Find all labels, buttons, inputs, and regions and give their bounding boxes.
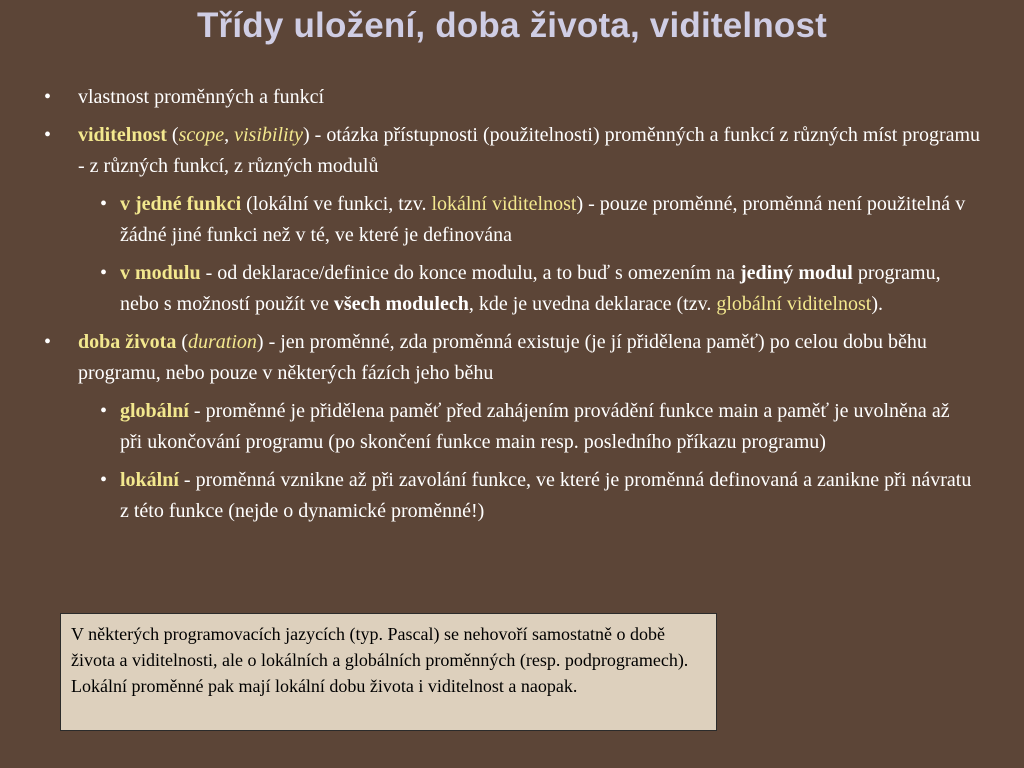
item-text: - proměnné je přidělena paměť před zahájením provádění funkce main a paměť je uvolněna až při ukončování programu (po skončení funkce main resp. posledního příkazu programu) [120,400,950,453]
item-text: vlastnost proměnných a funkcí [78,86,325,108]
term-duration: doba života [78,331,177,353]
item-text: ) - otázka přístupnosti (použitelnosti) proměnných a funkcí z různých míst programu - z různých funkcí, z různých modulů [78,124,981,177]
bullet-icon: • [44,86,52,108]
term-global: globální [120,400,189,422]
bullet-icon: • [44,124,52,146]
subbullet-item-global [0,396,1024,458]
bullet-icon: • [100,400,108,422]
term-local-visibility: lokální viditelnost [431,193,577,215]
item-text: ) - pouze proměnné, proměnná není použitelná v žádné jiné funkci než v té, ve které je definována [120,193,966,246]
item-text: - od deklarace/definice do konce modulu, a to buď s omezením na [200,262,741,284]
subbullet-item-module [0,258,1024,320]
term-all-modules: všech modulech [333,293,469,315]
term-module: v modulu [120,262,201,284]
subbullet-item-local [0,465,1024,527]
item-text: - proměnná vznikne až při zavolání funkce, ve které je proměnná definovaná a zanikne při návratu z této funkce (nejde o dynamické proměnné!) [120,469,972,522]
item-text: ( [166,124,179,146]
bullet-list [0,82,1024,534]
term-local: lokální [120,469,179,491]
item-text: ). [871,293,883,315]
term-visibility: viditelnost [78,124,167,146]
subbullet-item-single-function [0,189,1024,251]
term-duration-en: duration [188,331,257,353]
term-single-function: v jedné funkci [120,193,242,215]
bullet-icon: • [100,469,108,491]
term-scope: scope [178,124,225,146]
item-text: ( [176,331,189,353]
term-global-visibility: globální viditelnost [716,293,872,315]
item-text: ) - jen proměnné, zda proměnná existuje (je jí přidělena paměť) po celou dobu běhu programu, nebo pouze v některých fázích jeho běhu [78,331,927,384]
item-text: , kde je uvedna deklarace (tzv. [468,293,717,315]
bullet-icon: • [44,331,52,353]
bullet-item-duration [0,327,1024,389]
note-box: V některých programovacích jazycích (typ. Pascal) se nehovoří samostatně o době života a viditelnosti, ale o lokálních a globálních proměnných (resp. podprogramech). Lokální proměnné pak mají lokální dobu života i viditelnost a naopak. [60,613,717,731]
bullet-icon: • [100,193,108,215]
bullet-icon: • [100,262,108,284]
term-visibility-en: visibility [234,124,304,146]
bullet-item-visibility [0,120,1024,182]
bullet-item-properties [0,82,1024,113]
item-text: , [224,124,235,146]
term-single-module: jediný modul [740,262,853,284]
item-text: (lokální ve funkci, tzv. [241,193,432,215]
item-text: programu, nebo s možností použít ve [120,262,941,315]
slide-title: Třídy uložení, doba života, viditelnost [196,6,828,45]
